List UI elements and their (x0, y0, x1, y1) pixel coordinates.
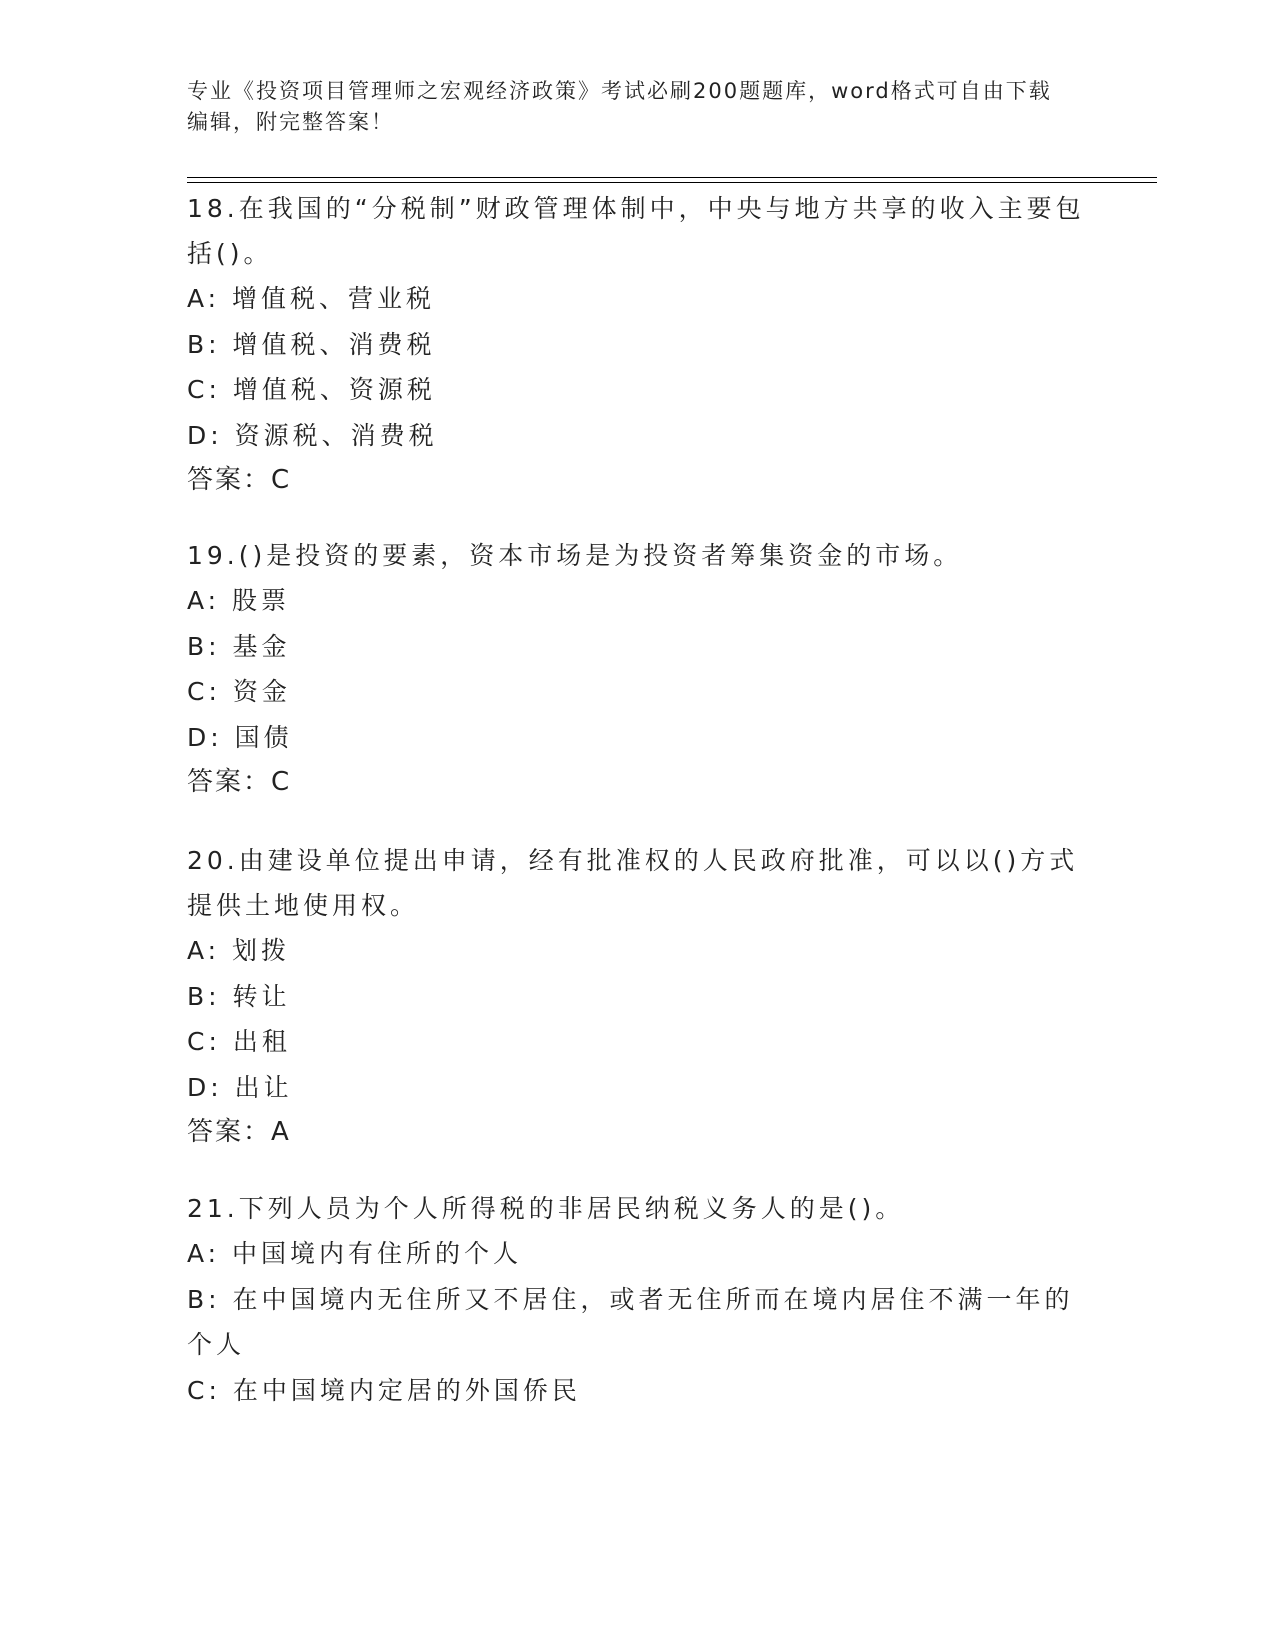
question-19 (187, 533, 1087, 805)
option-d: D: 资源税、消费税 (187, 420, 438, 450)
option-a: A: 中国境内有住所的个人 (187, 1239, 523, 1268)
answer-value: C (271, 465, 292, 495)
option-b: B: 在中国境内无住所又不居住，或者无住所而在境内居住不满一年的个人 (187, 1284, 1074, 1359)
option-a: A: 划拨 (187, 936, 291, 965)
question-20 (187, 838, 1087, 1155)
option-b: B: 转让 (187, 981, 291, 1011)
option-c: C: 资金 (187, 677, 291, 706)
option-c: C: 出租 (187, 1027, 291, 1056)
answer-label: 答案： (187, 767, 272, 797)
document-header: 专业《投资项目管理师之宏观经济政策》考试必刷200题题库，word格式可自由下载编辑，附完整答案！ (187, 79, 1052, 134)
header-divider-top (187, 177, 1157, 178)
question-21 (187, 1186, 1087, 1413)
option-a: A: 增值税、营业税 (187, 284, 436, 313)
question-stem: 18.在我国的“分税制”财政管理体制中，中央与地方共享的收入主要包括()。 (187, 194, 1085, 268)
answer-label: 答案： (187, 465, 272, 495)
answer-label: 答案： (187, 1117, 272, 1147)
answer-line (187, 1110, 1087, 1155)
answer-line (187, 760, 1087, 805)
option-d: D: 出让 (187, 1072, 293, 1102)
option-b: B: 增值税、消费税 (187, 329, 436, 359)
answer-value: C (271, 767, 292, 797)
question-18 (187, 186, 1087, 503)
answer-line (187, 458, 1087, 503)
answer-value: A (271, 1117, 291, 1147)
option-b: B: 基金 (187, 631, 291, 661)
question-stem: 19.()是投资的要素，资本市场是为投资者筹集资金的市场。 (187, 541, 963, 570)
option-d: D: 国债 (187, 722, 293, 752)
header-divider-bottom (187, 182, 1157, 183)
question-stem: 21.下列人员为个人所得税的非居民纳税义务人的是()。 (187, 1194, 905, 1223)
option-a: A: 股票 (187, 586, 291, 615)
option-c: C: 增值税、资源税 (187, 375, 436, 404)
question-stem: 20.由建设单位提出申请，经有批准权的人民政府批准，可以以()方式提供土地使用权。 (187, 846, 1079, 920)
option-c: C: 在中国境内定居的外国侨民 (187, 1375, 581, 1405)
